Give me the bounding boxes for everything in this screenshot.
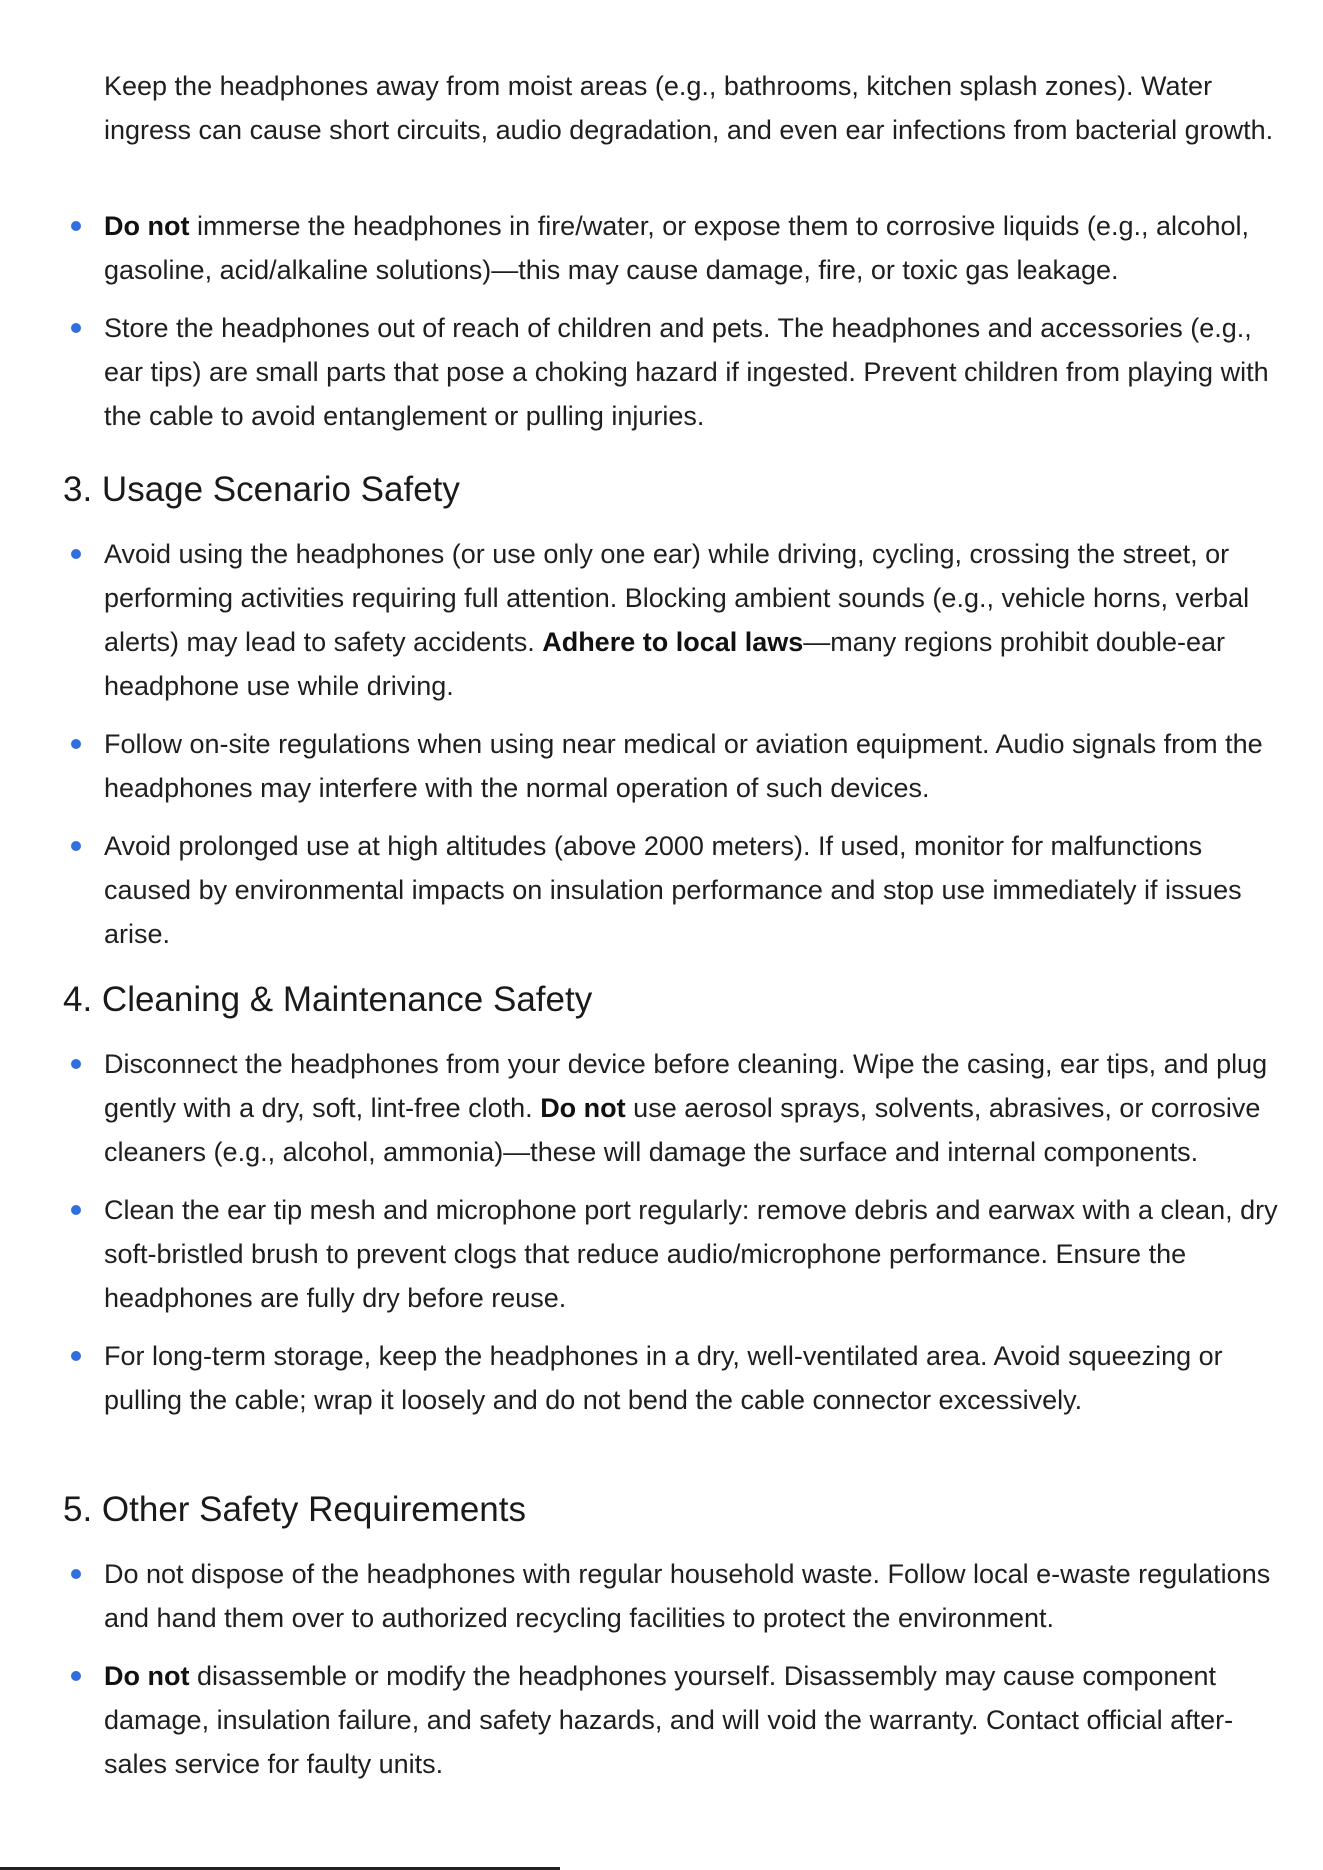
item-text: Avoid using the headphones (or use only one ear) while driving, cycling, crossing the street, or performing activities requiring full attention. Blocking ambient sounds (e.g., vehicle horns, verbal alerts) may lead to safety accidents. bbox=[104, 539, 1250, 657]
bullet-icon bbox=[71, 1569, 81, 1579]
list-item bbox=[0, 306, 1279, 438]
section-3-list bbox=[0, 532, 1323, 970]
section-4-list bbox=[0, 1042, 1323, 1436]
section-5-list bbox=[0, 1552, 1323, 1800]
list-item bbox=[0, 532, 1279, 708]
emphasis-text: Adhere to local laws bbox=[542, 627, 804, 657]
bullet-icon bbox=[71, 1205, 81, 1215]
list-item bbox=[0, 1552, 1279, 1640]
item-text: Follow on-site regulations when using near medical or aviation equipment. Audio signals from the headphones may interfere with the normal operation of such devices. bbox=[104, 729, 1263, 803]
bullet-icon bbox=[71, 1671, 81, 1681]
list-item bbox=[0, 204, 1279, 292]
section-4-heading: 4. Cleaning & Maintenance Safety bbox=[63, 980, 593, 1019]
list-item bbox=[0, 1654, 1279, 1786]
item-text: Do not dispose of the headphones with regular household waste. Follow local e-waste regulations and hand them over to authorized recycling facilities to protect the environment. bbox=[104, 1559, 1271, 1633]
list-item bbox=[0, 824, 1279, 956]
bullet-icon bbox=[71, 323, 81, 333]
item-text: Disconnect the headphones from your device before cleaning. Wipe the casing, ear tips, and plug gently with a dry, soft, lint-free cloth. bbox=[104, 1049, 1268, 1123]
intro-paragraph: Keep the headphones away from moist areas (e.g., bathrooms, kitchen splash zones). Water ingress can cause short circuits, audio degradation, and even ear infections from bacterial growth. bbox=[104, 71, 1274, 145]
list-item bbox=[0, 1188, 1279, 1320]
item-text: use aerosol sprays, solvents, abrasives, or corrosive cleaners (e.g., alcohol, ammonia)—these will damage the surface and internal components. bbox=[104, 1093, 1261, 1167]
item-text: —many regions prohibit double-ear headphone use while driving. bbox=[104, 627, 1226, 701]
bullet-icon bbox=[71, 549, 81, 559]
section-3-heading: 3. Usage Scenario Safety bbox=[63, 470, 460, 509]
item-text: Clean the ear tip mesh and microphone port regularly: remove debris and earwax with a clean, dry soft-bristled brush to prevent clogs that reduce audio/microphone performance. Ensure the headphones are fully dry before reuse. bbox=[104, 1195, 1278, 1313]
emphasis-text: Do not bbox=[104, 211, 190, 241]
list-item bbox=[0, 722, 1279, 810]
list-item bbox=[0, 1042, 1279, 1174]
bullet-icon bbox=[71, 221, 81, 231]
section-5-heading: 5. Other Safety Requirements bbox=[63, 1490, 526, 1529]
item-text: disassemble or modify the headphones yourself. Disassembly may cause component damage, insulation failure, and safety hazards, and will void the warranty. Contact official after-sales service for faulty units. bbox=[104, 1661, 1234, 1779]
bullet-icon bbox=[71, 739, 81, 749]
emphasis-text: Do not bbox=[540, 1093, 626, 1123]
emphasis-text: Do not bbox=[104, 1661, 190, 1691]
item-text: Store the headphones out of reach of children and pets. The headphones and accessories (e.g., ear tips) are small parts that pose a choking hazard if ingested. Prevent children from playing with the cable to avoid entanglement or pulling injuries. bbox=[104, 313, 1269, 431]
item-text: immerse the headphones in fire/water, or expose them to corrosive liquids (e.g., alcohol, gasoline, acid/alkaline solutions)—this may cause damage, fire, or toxic gas leakage. bbox=[104, 211, 1250, 285]
item-text: Avoid prolonged use at high altitudes (above 2000 meters). If used, monitor for malfunctions caused by environmental impacts on insulation performance and stop use immediately if issues arise. bbox=[104, 831, 1242, 949]
item-text: For long-term storage, keep the headphones in a dry, well-ventilated area. Avoid squeezing or pulling the cable; wrap it loosely and do not bend the cable connector excessively. bbox=[104, 1341, 1223, 1415]
list-item bbox=[0, 1334, 1279, 1422]
section-2-list bbox=[0, 204, 1323, 452]
bullet-icon bbox=[71, 1351, 81, 1361]
bullet-icon bbox=[71, 1059, 81, 1069]
bullet-icon bbox=[71, 841, 81, 851]
